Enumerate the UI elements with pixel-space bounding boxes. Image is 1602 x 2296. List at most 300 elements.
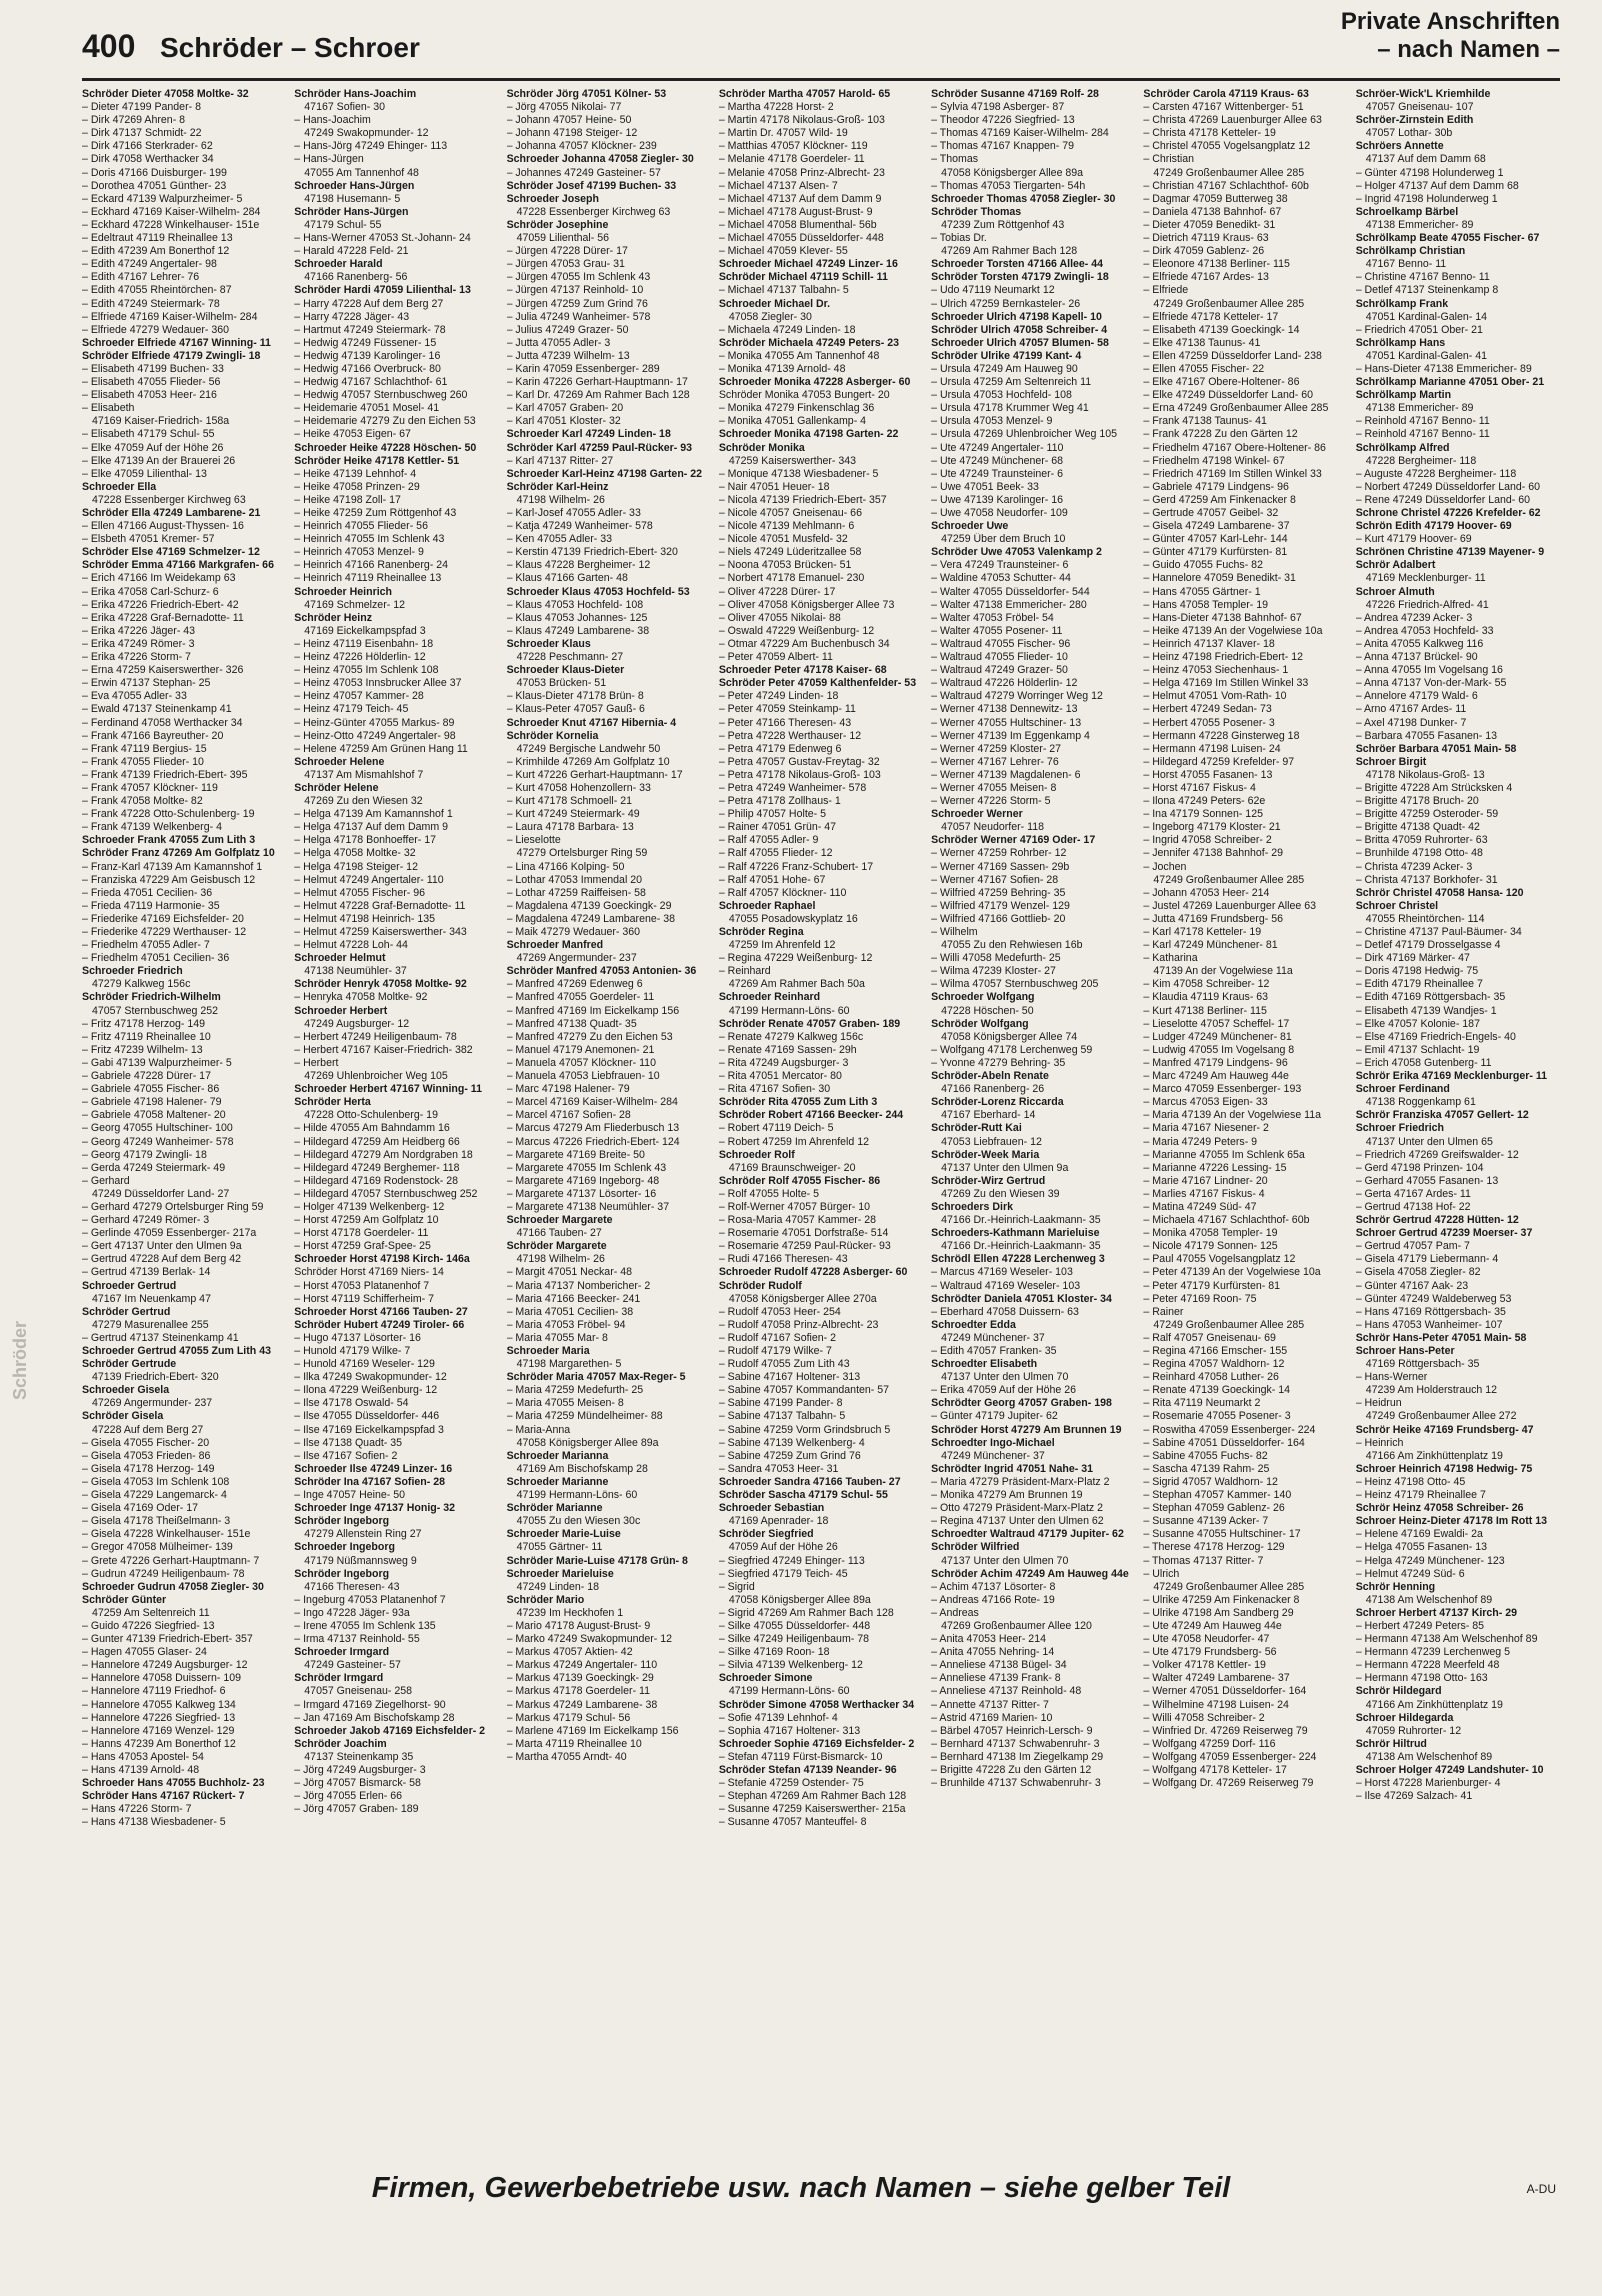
directory-entry: – Wolfgang Dr. 47269 Reiserweg 79 [1143, 1777, 1314, 1790]
directory-entry: – Frank 47058 Moltke- 82 [82, 795, 203, 808]
directory-entry: – Heinz 47198 Otto- 45 [1355, 1475, 1466, 1488]
directory-entry: – Susanne 47057 Manteuffel- 8 [718, 1816, 867, 1829]
directory-entry: – Werner 47139 Magdalenen- 6 [931, 768, 1081, 781]
directory-entry: – Jutta 47055 Adler- 3 [506, 336, 611, 349]
directory-entry: – Hans 47169 Röttgersbach- 35 [1355, 1305, 1506, 1318]
directory-entry: Schroeder Reinhard [718, 991, 821, 1004]
directory-entry: Schröder Günter [82, 1593, 167, 1606]
directory-entry: – Sabine 47167 Holtener- 313 [718, 1371, 861, 1384]
directory-entry: – Hans-Jörg 47249 Ehinger- 113 [294, 140, 448, 153]
directory-entry: – Kurt 47178 Schmoell- 21 [506, 795, 632, 808]
directory-entry: – Wilfried 47166 Gottlieb- 20 [931, 912, 1066, 925]
directory-entry: 47279 Masurenallee 255 [92, 1318, 209, 1331]
directory-entry: – Johannes 47249 Gasteiner- 57 [506, 166, 661, 179]
directory-entry: – Ursula 47053 Hochfeld- 108 [931, 389, 1072, 402]
directory-entry: – Helene 47169 Ewaldi- 2a [1355, 1528, 1483, 1541]
directory-entry: Schroeder Marianna [506, 1449, 609, 1462]
directory-entry: – Sylvia 47198 Asberger- 87 [931, 101, 1065, 114]
directory-entry: Schroeder Joseph [506, 192, 599, 205]
directory-entry: – Irmgard 47169 Ziegelhorst- 90 [294, 1698, 446, 1711]
directory-entry: – Martin Dr. 47057 Wild- 19 [718, 127, 848, 140]
directory-entry: – Elisabeth 47053 Heer- 216 [82, 389, 217, 402]
directory-entry: – Marc 47198 Halener- 79 [506, 1083, 630, 1096]
directory-entry: – Frank 47139 Friedrich-Ebert- 395 [82, 768, 248, 781]
directory-entry: Schröder Rolf 47055 Fischer- 86 [718, 1174, 881, 1187]
directory-entry: 47053 Brücken- 51 [516, 677, 607, 690]
directory-entry: – Heike 47058 Prinzen- 29 [294, 480, 420, 493]
directory-entry: – Regina 47137 Unter den Ulmen 62 [931, 1515, 1104, 1528]
directory-entry: 47137 Unter den Ulmen 9a [941, 1161, 1069, 1174]
directory-entry: – Erna 47249 Großenbaumer Allee 285 [1143, 402, 1329, 415]
directory-entry: – Klaus 47053 Johannes- 125 [506, 611, 648, 624]
directory-entry: Schroeder Horst 47166 Tauben- 27 [294, 1305, 468, 1318]
directory-entry: Schröder Heike 47178 Kettler- 51 [294, 454, 460, 467]
directory-entry: – Gertrud 47137 Steinenkamp 41 [82, 1331, 239, 1344]
directory-entry: Schrone Christel 47226 Krefelder- 62 [1355, 507, 1541, 519]
directory-entry: – Horst 47228 Marienburger- 4 [1355, 1777, 1501, 1790]
directory-entry: – Frank 47228 Zu den Gärten 12 [1143, 428, 1298, 441]
directory-entry: Schröder Hans-Jürgen [294, 205, 409, 218]
directory-entry: – Karl 47137 Ritter- 27 [506, 454, 614, 467]
directory-entry: 47138 Am Welschenhof 89 [1365, 1593, 1493, 1606]
directory-entry: – Auguste 47228 Bergheimer- 118 [1355, 467, 1517, 480]
directory-entry: – Karl Dr. 47269 Am Rahmer Bach 128 [506, 389, 690, 402]
directory-entry: – Martha 47055 Arndt- 40 [506, 1750, 627, 1763]
directory-entry: – Norbert 47178 Emanuel- 230 [718, 572, 865, 585]
directory-entry: Schröder Monika [718, 441, 805, 454]
directory-entry: – Jennifer 47138 Bahnhof- 29 [1143, 847, 1283, 860]
directory-entry: – Markus 47179 Schul- 56 [506, 1711, 631, 1724]
directory-entry: – Monika 47279 Am Brunnen 19 [931, 1489, 1083, 1502]
directory-entry: Schrölkamp Frank [1355, 297, 1449, 310]
directory-entry: – Rudolf 47179 Wilke- 7 [718, 1345, 832, 1357]
directory-entry: – Robert 47259 Im Ahrenfeld 12 [718, 1135, 870, 1148]
directory-entry: 47053 Liebfrauen- 12 [941, 1135, 1042, 1148]
directory-entry: – Christian 47167 Schlachthof- 60b [1143, 179, 1309, 192]
directory-entry: – Rosemarie 47051 Dorfstraße- 514 [718, 1227, 889, 1240]
directory-entry: Schröder Gisela [82, 1410, 164, 1423]
directory-entry: – Erika 47226 Jäger- 43 [82, 624, 196, 637]
directory-entry: 47137 Auf dem Damm 68 [1365, 153, 1486, 166]
directory-entry: – Wilfried 47259 Behring- 35 [931, 886, 1066, 899]
directory-entry: 47259 Am Seltenreich 11 [92, 1606, 210, 1619]
directory-entry: – Johann 47057 Heine- 50 [506, 114, 632, 127]
directory-entry: – Hedwig 47057 Sternbuschweg 260 [294, 389, 468, 402]
directory-entry: – Harry 47228 Auf dem Berg 27 [294, 297, 444, 310]
directory-entry: – Gisela 47055 Fischer- 20 [82, 1436, 210, 1449]
directory-entry: – Edith 47239 Am Bonerthof 12 [82, 245, 230, 258]
directory-entry: – Roswitha 47059 Essenberger- 224 [1143, 1423, 1316, 1436]
directory-entry: – Erich 47058 Gutenberg- 11 [1355, 1056, 1492, 1069]
directory-entry: Schroer Holger 47249 Landshuter- 10 [1355, 1764, 1544, 1776]
directory-entry: – Hans 47226 Storm- 7 [82, 1803, 192, 1816]
directory-entry: Schroeder Knut 47167 Hibernia- 4 [506, 716, 677, 729]
directory-entry: Schroeder Thomas 47058 Ziegler- 30 [931, 192, 1116, 205]
directory-entry: – Margit 47051 Neckar- 48 [506, 1266, 632, 1279]
directory-entry: – Waltraud 47055 Flieder- 10 [931, 651, 1068, 664]
directory-entry: Schroeder Elfriede 47167 Winning- 11 [82, 336, 271, 349]
directory-entry: 47137 Steinenkamp 35 [304, 1750, 414, 1763]
directory-entry: – Carsten 47167 Wittenberger- 51 [1143, 101, 1304, 114]
directory-entry: – Helmut 47228 Graf-Bernadotte- 11 [294, 899, 466, 912]
directory-entry: Schrölkamp Beate 47055 Fischer- 67 [1355, 232, 1540, 245]
directory-entry: – Günter 47179 Jupiter- 62 [931, 1410, 1058, 1423]
directory-entry: – Kurt 47138 Berliner- 115 [1143, 1004, 1267, 1017]
directory-entry: – Hannelore 47055 Kalkweg 134 [82, 1698, 236, 1711]
directory-entry: – Reinhold 47167 Benno- 11 [1355, 415, 1490, 428]
directory-entry: – Ludwig 47055 Im Vogelsang 8 [1143, 1043, 1295, 1056]
directory-entry: – Gregor 47058 Mülheimer- 139 [82, 1541, 233, 1554]
directory-entry: – Frank 47166 Bayreuther- 20 [82, 729, 224, 742]
directory-entry: Schröder Gertrude [82, 1358, 177, 1371]
directory-entry: 47198 Wilhelm- 26 [516, 1253, 605, 1266]
directory-entry: – Edith 47249 Steiermark- 78 [82, 297, 220, 310]
directory-entry: – Manfred 47279 Zu den Eichen 53 [506, 1030, 673, 1043]
directory-entry: – Silke 47055 Düsseldorfer- 448 [718, 1619, 871, 1632]
directory-entry: – Ralf 47051 Hohe- 67 [718, 873, 826, 886]
directory-entry: Schroeder Harald [294, 258, 383, 271]
directory-entry: – Klaus 47249 Lambarene- 38 [506, 624, 650, 637]
directory-entry: 47179 Schul- 55 [304, 218, 382, 231]
directory-entry: Schroeder Marianne [506, 1475, 609, 1488]
directory-entry: – Dirk 47169 Märker- 47 [1355, 952, 1470, 965]
directory-entry: – Thomas 47137 Ritter- 7 [1143, 1554, 1264, 1567]
directory-entry: – Marcus 47226 Friedrich-Ebert- 124 [506, 1135, 680, 1148]
directory-entry: – Hildegard 47279 Am Nordgraben 18 [294, 1148, 473, 1161]
directory-entry: – Elke 47167 Obere-Holtener- 86 [1143, 376, 1300, 389]
directory-entry: Schroeder Raphael [718, 899, 816, 912]
directory-entry: – Walter 47249 Lambarene- 37 [1143, 1672, 1290, 1685]
directory-entry: – Oliver 47055 Nikolai- 88 [718, 611, 841, 624]
directory-entry: – Werner 47139 Im Eggenkamp 4 [931, 729, 1090, 742]
directory-entry: 47279 Ortelsburger Ring 59 [516, 847, 648, 860]
directory-entry: – Udo 47119 Neumarkt 12 [931, 284, 1055, 297]
directory-entry: – Annette 47137 Ritter- 7 [931, 1698, 1049, 1711]
directory-entry: – Georg 47055 Hultschiner- 100 [82, 1122, 233, 1135]
directory-entry: – Erika 47249 Römer- 3 [82, 637, 195, 650]
directory-entry: – Hunold 47169 Weseler- 129 [294, 1358, 435, 1371]
directory-entry: – Franziska 47229 Am Geisbusch 12 [82, 873, 256, 886]
directory-entry: 47169 Apenrader- 18 [728, 1515, 829, 1528]
directory-entry: Schroeder Helene [294, 755, 385, 768]
directory-entry: – Klaus-Dieter 47178 Brün- 8 [506, 690, 644, 703]
directory-entry: 47138 Roggenkamp 61 [1365, 1096, 1476, 1109]
directory-entry: – Dieter 47199 Pander- 8 [82, 101, 201, 114]
directory-entry: – Dietrich 47119 Kraus- 63 [1143, 232, 1269, 245]
directory-entry: – Michael 47058 Blumenthal- 56b [718, 218, 877, 231]
directory-entry: – Ewald 47137 Steinenkamp 41 [82, 703, 232, 716]
directory-entry: – Ulrich [1143, 1567, 1180, 1580]
column-4 [719, 88, 925, 2168]
directory-entry: – Jürgen 47259 Zum Grind 76 [506, 297, 648, 310]
directory-entry: – Susanne 47259 Kaiserswerther- 215a [718, 1803, 906, 1816]
directory-entry: – Rosemarie 47055 Posener- 3 [1143, 1410, 1291, 1423]
directory-entry: – Gabriele 47058 Maltener- 20 [82, 1109, 226, 1122]
directory-entry: – Dirk 47058 Werthacker 34 [82, 153, 214, 166]
directory-entry: 47137 Am Mismahlshof 7 [304, 768, 424, 781]
directory-entry: – Irene 47055 Im Schlenk 135 [294, 1619, 436, 1632]
directory-entry: – Marianne 47055 Im Schlenk 65a [1143, 1148, 1305, 1161]
directory-entry: Schröer-Zirnstein Edith [1355, 114, 1474, 127]
directory-entry: – Regina 47229 Weißenburg- 12 [718, 952, 873, 965]
directory-entry: – Ute 47249 Angertaler- 110 [931, 441, 1064, 454]
directory-entry: – Helmut 47055 Fischer- 96 [294, 886, 426, 899]
directory-entry: 47199 Hermann-Löns- 60 [516, 1489, 638, 1502]
directory-entry: 47249 Großenbaumer Allee 285 [1153, 1318, 1305, 1331]
directory-entry: 47249 Swakopmunder- 12 [304, 127, 429, 140]
directory-entry: Schroeder Herbert 47167 Winning- 11 [294, 1083, 482, 1096]
directory-entry: 47058 Königsberger Allee 89a [728, 1593, 871, 1606]
directory-entry: – Ingeborg 47179 Kloster- 21 [1143, 821, 1281, 834]
directory-entry: – Klaudia 47119 Kraus- 63 [1143, 991, 1269, 1004]
directory-entry: – Susanne 47055 Hultschiner- 17 [1143, 1528, 1301, 1541]
directory-entry: Schröder Hardi 47059 Lilienthal- 13 [294, 284, 471, 297]
directory-entry: Schröder-Week Maria [931, 1148, 1040, 1161]
directory-entry: – Ilona 47249 Peters- 62e [1143, 795, 1266, 808]
directory-entry: – Renate 47139 Goeckingk- 14 [1143, 1384, 1291, 1397]
directory-entry: – Waltraud 47279 Worringer Weg 12 [931, 690, 1103, 703]
directory-entry: Schröder Gertrud [82, 1305, 171, 1318]
directory-entry: – Otmar 47229 Am Buchenbusch 34 [718, 637, 890, 650]
directory-entry: – Brigitte 47138 Quadt- 42 [1355, 821, 1480, 834]
directory-entry: – Horst 47119 Schifferheim- 7 [294, 1292, 435, 1305]
directory-entry: Schröder Sascha 47179 Schul- 55 [718, 1489, 888, 1502]
directory-entry: Schroeder Klaus [506, 637, 591, 650]
directory-entry: Schröder Ulrike 47199 Kant- 4 [931, 349, 1082, 362]
directory-entry: – Karl 47178 Ketteler- 19 [1143, 926, 1262, 938]
directory-entry: Schröder Josef 47199 Buchen- 33 [506, 179, 677, 192]
directory-entry: Schröder Jörg 47051 Kölner- 53 [506, 88, 667, 100]
directory-entry: – Michaela 47167 Schlachthof- 60b [1143, 1214, 1310, 1227]
directory-entry: – Sabine 47051 Düsseldorfer- 164 [1143, 1436, 1305, 1449]
directory-entry: – Jürgen 47055 Im Schlenk 43 [506, 271, 651, 284]
directory-entry: – Philip 47057 Holte- 5 [718, 808, 827, 821]
directory-entry: – Maria 47166 Beecker- 241 [506, 1292, 641, 1305]
directory-entry: – Gerd 47259 Am Finkenacker 8 [1143, 493, 1296, 506]
directory-entry: Schroeder Gertrud [82, 1279, 177, 1292]
directory-entry: – Rudolf 47055 Zum Lith 43 [718, 1358, 850, 1371]
directory-entry: – Ellen 47166 August-Thyssen- 16 [82, 520, 244, 533]
directory-entry: Schroeder Werner [931, 808, 1023, 821]
directory-entry: – Manfred 47055 Goerdeler- 11 [506, 991, 655, 1004]
directory-entry: – Norbert 47249 Düsseldorfer Land- 60 [1355, 480, 1541, 493]
directory-entry: – Jörg 47055 Nikolai- 77 [506, 101, 622, 114]
directory-entry: – Helga 47249 Münchener- 123 [1355, 1554, 1505, 1567]
directory-entry: Schröder Franz 47269 Am Golfplatz 10 [82, 847, 275, 860]
directory-entry: – Lothar 47259 Raiffeisen- 58 [506, 886, 646, 899]
directory-entry: – Erika 47226 Friedrich-Ebert- 42 [82, 598, 239, 611]
directory-entry: – Laura 47178 Barbara- 13 [506, 821, 634, 834]
directory-entry: – Gabi 47139 Walpurzheimer- 5 [82, 1056, 232, 1069]
column-7 [1356, 88, 1562, 2168]
directory-entry: – Ralf 47226 Franz-Schubert- 17 [718, 860, 874, 873]
directory-entry: 47058 Königsberger Allee 89a [941, 166, 1084, 179]
directory-entry: Schröder Stefan 47139 Neander- 96 [718, 1764, 897, 1776]
directory-entry: Schröder-Lorenz Riccarda [931, 1096, 1064, 1109]
directory-entry: – Friedrich 47051 Ober- 21 [1355, 323, 1483, 336]
directory-entry: – Anneliese 47139 Frank- 8 [931, 1672, 1061, 1685]
directory-entry: – Oliver 47228 Dürer- 17 [718, 585, 836, 598]
directory-entry: – Annelore 47179 Wald- 6 [1355, 690, 1478, 703]
directory-entry: – Frank 47138 Taunus- 41 [1143, 415, 1267, 428]
directory-entry: – Hildegard 47259 Krefelder- 97 [1143, 755, 1295, 768]
directory-entry: Schröder Michael 47119 Schill- 11 [718, 271, 888, 284]
directory-entry: – Maria 47051 Cecilien- 38 [506, 1305, 634, 1318]
directory-entry: – Marie 47167 Lindner- 20 [1143, 1174, 1268, 1187]
directory-entry: – Tobias Dr. [931, 232, 987, 245]
directory-entry: – Ingrid 47198 Holunderweg 1 [1355, 192, 1498, 205]
directory-entry: – Werner 47167 Sofien- 28 [931, 873, 1059, 886]
directory-entry: – Elfriede 47169 Kaiser-Wilhelm- 284 [82, 310, 258, 323]
directory-entry: – Peter 47249 Linden- 18 [718, 690, 839, 703]
directory-entry: – Helga 47055 Fasanen- 13 [1355, 1541, 1488, 1554]
directory-entry: Schröder Siegfried [718, 1528, 814, 1541]
directory-entry: – Gerda 47249 Steiermark- 49 [82, 1161, 226, 1174]
directory-entry: Schroeder Klaus-Dieter [506, 664, 625, 677]
directory-entry: – Heinrich 47166 Ranenberg- 24 [294, 559, 448, 572]
directory-entry: – Wolfgang 47178 Lerchenweg 59 [931, 1043, 1093, 1056]
directory-entry: – Werner 47259 Kloster- 27 [931, 742, 1062, 755]
directory-entry: – Gunter 47139 Friedrich-Ebert- 357 [82, 1633, 253, 1646]
directory-entry: Schröder Rudolf [718, 1279, 802, 1292]
directory-entry: 47057 Sternbuschweg 252 [92, 1004, 219, 1017]
directory-entry: – Helmut 47249 Angertaler- 110 [294, 873, 444, 886]
directory-entry: 47137 Unter den Ulmen 65 [1365, 1135, 1493, 1148]
footer-note: Firmen, Gewerbebetriebe usw. nach Namen – siehe gelber Teil [371, 2172, 1231, 2204]
directory-entry: Schröder Torsten 47179 Zwingli- 18 [931, 271, 1109, 284]
directory-entry: – Sabine 47055 Fuchs- 82 [1143, 1449, 1268, 1462]
directory-entry: – Ute 47179 Frundsberg- 56 [1143, 1646, 1277, 1659]
directory-entry: 47249 Großenbaumer Allee 272 [1365, 1410, 1517, 1423]
directory-entry: – Marta 47119 Rheinallee 10 [506, 1737, 642, 1750]
directory-entry: – Margarete 47169 Ingeborg- 48 [506, 1174, 660, 1187]
directory-entry: – Nicole 47179 Sonnen- 125 [1143, 1240, 1278, 1253]
directory-entry: – Noona 47053 Brücken- 51 [718, 559, 852, 572]
directory-entry: – Anneliese 47138 Bügel- 34 [931, 1659, 1067, 1672]
directory-entry: Schröder Carola 47119 Kraus- 63 [1143, 88, 1309, 100]
directory-entry: 47199 Hermann-Löns- 60 [728, 1685, 850, 1698]
directory-entry: – Maria 47259 Medefurth- 25 [506, 1384, 644, 1397]
directory-entry: 47057 Lothar- 30b [1365, 127, 1453, 140]
directory-entry: – Klaus-Peter 47057 Gauß- 6 [506, 703, 645, 716]
directory-entry: 47166 Dr.-Heinrich-Laakmann- 35 [941, 1240, 1101, 1253]
directory-entry: – Horst 47259 Graf-Spee- 25 [294, 1240, 431, 1253]
directory-entry: – Gerhard 47279 Ortelsburger Ring 59 [82, 1200, 264, 1213]
directory-entry: – Willi 47058 Schreiber- 2 [1143, 1711, 1265, 1724]
directory-entry: 47137 Unter den Ulmen 70 [941, 1371, 1069, 1384]
directory-entry: – Friederike 47229 Werthauser- 12 [82, 926, 247, 938]
directory-entry: – Frank 47055 Flieder- 10 [82, 755, 204, 768]
directory-entry: – Sabine 47139 Welkenberg- 4 [718, 1436, 865, 1449]
directory-entry: – Helga 47137 Auf dem Damm 9 [294, 821, 448, 834]
directory-entry: – Günter 47179 Kurfürsten- 81 [1143, 546, 1288, 559]
directory-entry: – Brunhilde 47137 Schwabenruhr- 3 [931, 1777, 1101, 1790]
directory-entry: – Hans 47053 Wanheimer- 107 [1355, 1318, 1503, 1331]
directory-entry: – Justel 47269 Lauenburger Allee 63 [1143, 899, 1316, 912]
directory-entry: Schroedter Ingo-Michael [931, 1436, 1055, 1449]
directory-entry: – Fritz 47178 Herzog- 149 [82, 1017, 206, 1030]
directory-entry: Schrölkamp Martin [1355, 389, 1452, 402]
directory-entry: – Hermann 47228 Meerfeld 48 [1355, 1659, 1500, 1672]
directory-entry: – Gerhard 47055 Fasanen- 13 [1355, 1174, 1499, 1187]
page-number: 400 [82, 28, 136, 64]
directory-entry: – Anna 47055 Im Vogelsang 16 [1355, 664, 1503, 677]
directory-entry: – Anneliese 47137 Reinhold- 48 [931, 1685, 1082, 1698]
directory-entry: 47058 Königsberger Allee 89a [516, 1436, 659, 1449]
directory-entry: – Melanie 47178 Goerdeler- 11 [718, 153, 865, 166]
directory-entry: 47259 Kaiserswerther- 343 [728, 454, 857, 467]
directory-entry: – Theodor 47226 Siegfried- 13 [931, 114, 1075, 127]
directory-entry: – Anita 47053 Heer- 214 [931, 1633, 1046, 1646]
directory-entry: – Gisela 47229 Langemarck- 4 [82, 1489, 227, 1502]
directory-entry: 47166 Am Zinkhüttenplatz 19 [1365, 1698, 1503, 1711]
directory-entry: – Peter 47059 Steinkamp- 11 [718, 703, 856, 716]
directory-entry: Schroeder Ilse 47249 Linzer- 16 [294, 1462, 453, 1475]
directory-entry: – Maik 47279 Wedauer- 360 [506, 926, 641, 938]
directory-entry: Schroeder Uwe [931, 520, 1009, 533]
directory-entry: 47228 Bergheimer- 118 [1365, 454, 1477, 467]
directory-entry: 47169 Röttgersbach- 35 [1365, 1358, 1480, 1371]
directory-entry: Schroeder Heike 47228 Höschen- 50 [294, 441, 477, 454]
directory-entry: Schröder Dieter 47058 Moltke- 32 [82, 88, 249, 100]
directory-entry: 47269 Großenbaumer Allee 120 [941, 1619, 1092, 1632]
directory-entry: – Rudolf 47053 Heer- 254 [718, 1305, 841, 1318]
directory-entry: Schroeder Rudolf 47228 Asberger- 60 [718, 1266, 908, 1279]
directory-entry: Schroeder Horst 47198 Kirch- 146a [294, 1253, 470, 1266]
directory-entry: – Kurt 47179 Hoover- 69 [1355, 533, 1472, 546]
directory-entry: – Robert 47119 Deich- 5 [718, 1122, 834, 1135]
directory-entry: – Johanna 47057 Klöckner- 239 [506, 140, 657, 153]
directory-entry: 47055 Gärtner- 11 [516, 1541, 603, 1554]
directory-entry: – Petra 47057 Gustav-Freytag- 32 [718, 755, 880, 768]
directory-entry: Schroeder Jakob 47169 Eichsfelder- 2 [294, 1724, 486, 1737]
directory-entry: – Lina 47166 Kolping- 50 [506, 860, 625, 873]
directory-entry: – Marcus 47169 Weseler- 103 [931, 1266, 1073, 1279]
directory-entry: – Wilhelmine 47198 Luisen- 24 [1143, 1698, 1289, 1711]
directory-entry: – Hannelore 47119 Friedhof- 6 [82, 1685, 226, 1698]
directory-entry: Schröder Regina [718, 926, 804, 938]
directory-entry: – Manfred 47269 Edenweg 6 [506, 978, 643, 991]
directory-entry: – Horst 47259 Am Golfplatz 10 [294, 1214, 439, 1227]
directory-entry: – Edeltraut 47119 Rheinallee 13 [82, 232, 233, 245]
directory-entry: – Bernhard 47137 Schwabenruhr- 3 [931, 1737, 1100, 1750]
directory-entry: – Brunhilde 47198 Otto- 48 [1355, 847, 1483, 860]
directory-entry: – Waltraud 47055 Fischer- 96 [931, 637, 1071, 650]
directory-entry: – Erika 47059 Auf der Höhe 26 [931, 1384, 1077, 1397]
directory-entry: – Lothar 47053 Immendal 20 [506, 873, 643, 886]
directory-entry: 47269 Am Rahmer Bach 50a [728, 978, 865, 991]
directory-entry: – Ilona 47229 Weißenburg- 12 [294, 1384, 438, 1397]
directory-entry: – Else 47169 Friedrich-Engels- 40 [1355, 1030, 1516, 1043]
directory-entry: – Gabriele 47198 Halener- 79 [82, 1096, 222, 1109]
directory-entry: – Ursula 47259 Am Seltenreich 11 [931, 376, 1092, 389]
directory-entry: Schröder Monika 47053 Bungert- 20 [718, 389, 890, 402]
directory-entry: – Nicole 47057 Gneisenau- 66 [718, 507, 862, 519]
directory-entry: – Heinrich 47055 Flieder- 56 [294, 520, 428, 533]
directory-entry: – Rainer [1143, 1305, 1184, 1318]
directory-entry: – Holger 47137 Auf dem Damm 68 [1355, 179, 1519, 192]
directory-entry: 47166 Ranenberg- 26 [941, 1083, 1045, 1096]
directory-entry: – Petra 47179 Edenweg 6 [718, 742, 842, 755]
column-3 [507, 88, 713, 2168]
directory-entry: 47239 Zum Röttgenhof 43 [941, 218, 1065, 231]
directory-entry: – Gisela 47053 Im Schlenk 108 [82, 1475, 230, 1488]
directory-entry: – Dorothea 47051 Günther- 23 [82, 179, 227, 192]
directory-entry: – Magdalena 47249 Lambarene- 38 [506, 912, 676, 925]
directory-entry: – Rolf-Werner 47057 Bürger- 10 [718, 1200, 870, 1213]
directory-entry: – Jörg 47249 Augsburger- 3 [294, 1764, 426, 1776]
directory-entry: – Eckard 47139 Walpurzheimer- 5 [82, 192, 243, 205]
